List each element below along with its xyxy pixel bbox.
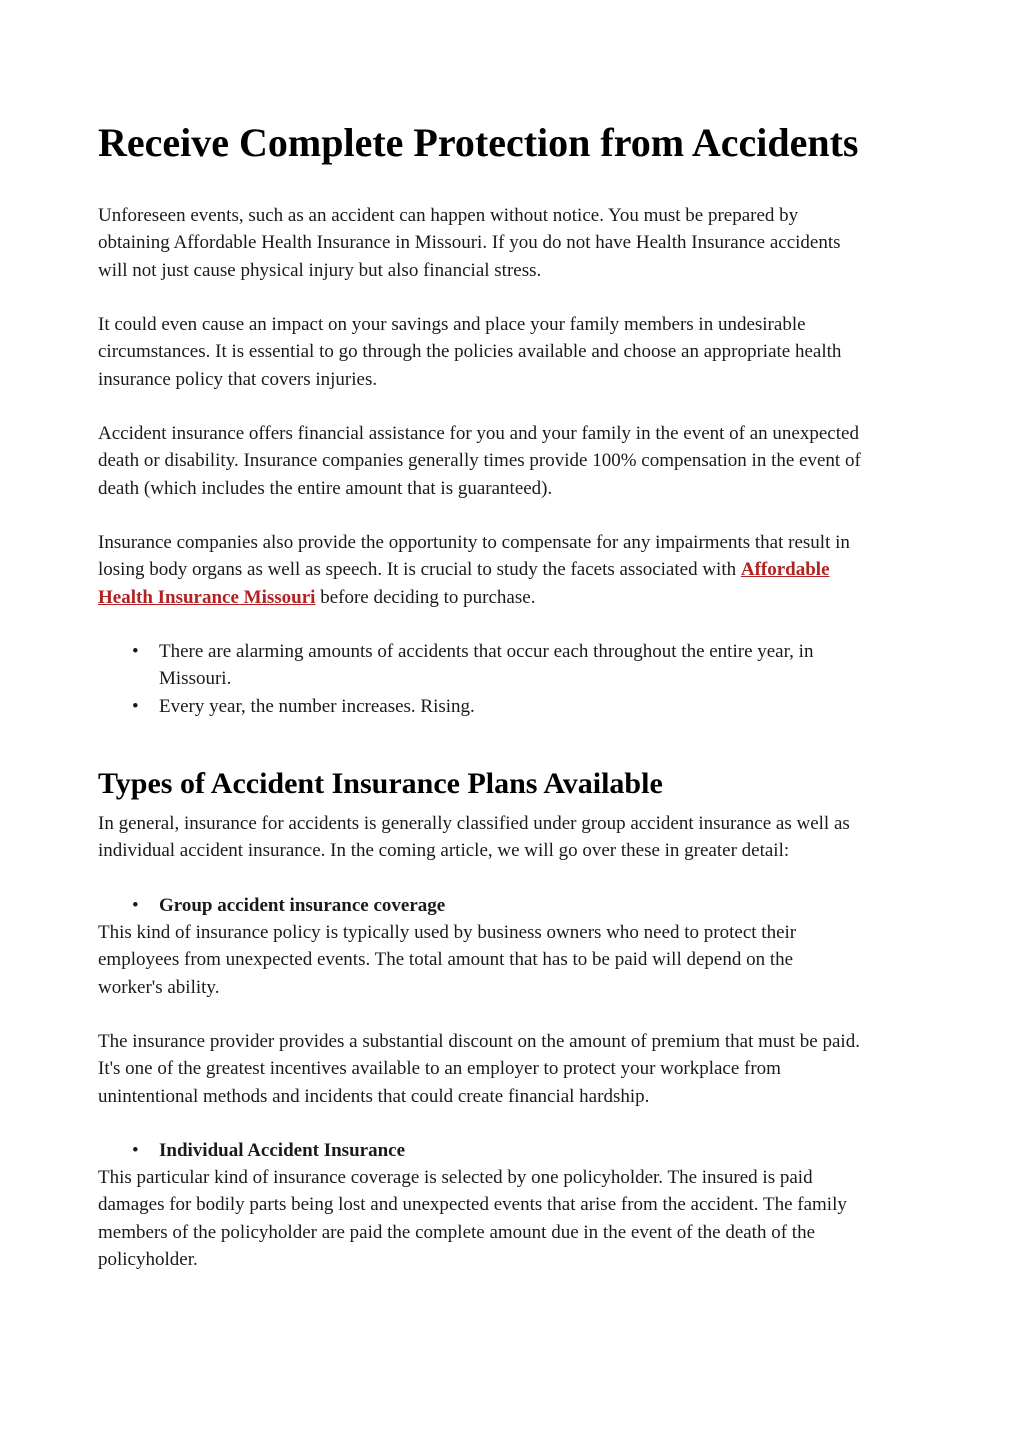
text-line: obtaining Affordable Health Insurance in Missouri. If you do not have Health Insurance accidents [98, 232, 841, 254]
text-line: members of the policyholder are paid the complete amount due in the event of the death of the [98, 1221, 815, 1243]
intro-paragraph-4 [98, 529, 930, 611]
text-line: There are alarming amounts of accidents that occur each throughout the entire year, in [159, 641, 814, 662]
bullet-icon: • [132, 1140, 139, 1161]
affordable-health-insurance-link[interactable]: Affordable [740, 559, 830, 581]
group-insurance-bullet [98, 892, 930, 919]
bullet-icon: • [132, 895, 139, 916]
text-line: death (which includes the entire amount that is guaranteed). [98, 477, 553, 499]
text-line: will not just cause physical injury but also financial stress. [98, 259, 542, 281]
text-segment: before deciding to purchase. [315, 586, 536, 608]
list-item [98, 638, 930, 693]
text-line: employees from unexpected events. The total amount that has to be paid will depend on the [98, 949, 794, 971]
list-item [98, 892, 930, 919]
text-line: insurance policy that covers injuries. [98, 368, 378, 390]
text-line: death or disability. Insurance companies generally times provide 100% compensation in the event of [98, 450, 861, 472]
text-line: This particular kind of insurance coverage is selected by one policyholder. The insured is paid [98, 1167, 813, 1188]
text-line: individual accident insurance. In the coming article, we will go over these in greater detail: [98, 840, 790, 862]
list-item [98, 1137, 930, 1164]
bullet-icon: • [132, 641, 139, 662]
section-heading: Types of Accident Insurance Plans Available [98, 767, 663, 800]
individual-insurance-bullet [98, 1137, 930, 1164]
text-line: The insurance provider provides a substantial discount on the amount of premium that must be paid. [98, 1031, 860, 1052]
bullet-icon: • [132, 695, 139, 717]
text-line: unintentional methods and incidents that could create financial hardship. [98, 1085, 650, 1107]
text-line: It's one of the greatest incentives available to an employer to protect your workplace from [98, 1058, 781, 1080]
intro-paragraph-2 [98, 311, 930, 393]
intro-paragraph-3 [98, 420, 930, 502]
text-line: This kind of insurance policy is typically used by business owners who need to protect their [98, 922, 797, 943]
intro-paragraph-1 [98, 202, 930, 284]
section-intro-paragraph [98, 810, 930, 865]
subsection-title: Group accident insurance coverage [159, 895, 446, 916]
group-paragraph-2 [98, 1028, 930, 1110]
text-segment: losing body organs as well as speech. It is crucial to study the facets associated with [98, 559, 741, 581]
list-item [98, 693, 930, 720]
text-line [98, 556, 930, 583]
text-line: In general, insurance for accidents is generally classified under group accident insurance as well as [98, 813, 850, 834]
text-line: circumstances. It is essential to go through the policies available and choose an appropriate health [98, 341, 842, 363]
group-paragraph-1 [98, 919, 930, 1001]
text-line: Unforeseen events, such as an accident can happen without notice. You must be prepared by [98, 205, 799, 226]
text-line [98, 584, 930, 611]
subsection-title: Individual Accident Insurance [159, 1140, 405, 1161]
intro-bullet-list [98, 638, 930, 720]
text-line: Missouri. [159, 668, 232, 690]
text-line: Accident insurance offers financial assistance for you and your family in the event of an unexpected [98, 423, 859, 444]
text-line: Insurance companies also provide the opportunity to compensate for any impairments that result in [98, 532, 850, 553]
text-line: policyholder. [98, 1248, 198, 1270]
text-line: It could even cause an impact on your savings and place your family members in undesirable [98, 314, 806, 335]
text-line: Every year, the number increases. Rising. [159, 695, 475, 717]
page-title: Receive Complete Protection from Accidents [98, 120, 859, 165]
individual-paragraph-1 [98, 1164, 930, 1273]
text-line: damages for bodily parts being lost and unexpected events that arise from the accident. The family [98, 1194, 847, 1216]
text-line: worker's ability. [98, 976, 220, 998]
affordable-health-insurance-link-continued[interactable]: Health Insurance Missouri [98, 586, 316, 608]
